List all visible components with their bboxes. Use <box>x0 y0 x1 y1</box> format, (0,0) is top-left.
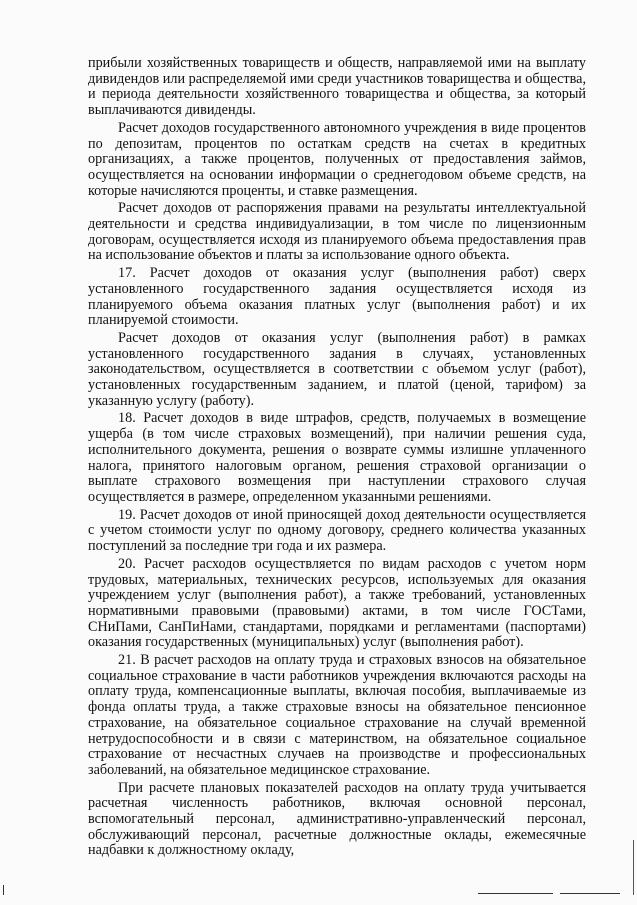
paragraph-17-services: Расчет доходов от оказания услуг (выполнения работ) в рамках установленного государственного задания в случаях, установленных законодательством, осуществляется в соответствии с объемом услуг (работ), установленных государственным заданием, и платой (ценой, тарифом) за указанную услугу (работу). <box>88 329 586 409</box>
paragraph-19: 19. Расчет доходов от иной приносящей доход деятельности осуществляется с учетом стоимости услуг по одному договору, среднего количества указанных поступлений за последние три года и их размера. <box>88 506 586 555</box>
paragraph-20: 20. Расчет расходов осуществляется по видам расходов с учетом норм трудовых, материальных, технических ресурсов, используемых для оказания учреждением услуг (выполнения работ), а также требований, установленных нормативными правовыми (правовыми) актами, в том числе ГОСТами, СНиПами, СанПиНами, стандартами, порядками и регламентами (паспортами) оказания государственных (муниципальных) услуг (выполнения работ). <box>88 555 586 651</box>
paragraph-21: 21. В расчет расходов на оплату труда и страховых взносов на обязательное социальное страхование в части работников учреждения включаются расходы на оплату труда, компенсационные выплаты, включая пособия, выплачиваемые из фонда оплаты труда, а также страховые взносы на обязательное пенсионное страхование, на обязательное социальное страхование на случай временной нетрудоспособности и в связи с материнством, на обязательное социальное страхование от несчастных случаев на производстве и профессиональных заболеваний, на обязательное медицинское страхование. <box>88 652 586 778</box>
paragraph-17: 17. Расчет доходов от оказания услуг (выполнения работ) сверх установленного государственного задания осуществляется исходя из планируемого объема оказания платных услуг (выполнения работ) и их планируемой стоимости. <box>88 265 586 329</box>
paragraph-intellectual-rights: Расчет доходов от распоряжения правами на результаты интеллектуальной деятельности и средства индивидуализации, в том числе по лицензионным договорам, осуществляется исходя из планируемого объема предоставления прав на использование объектов и платы за использование одного объекта. <box>88 200 586 264</box>
scan-edge-right <box>633 840 634 895</box>
scan-mark-left <box>3 885 10 895</box>
paragraph-dividends-end: прибыли хозяйственных товариществ и обществ, направляемой ими на выплату дивидендов или распределяемой ими среди участников товарищества и общества, и периода деятельности хозяйственного товарищества и общества, за который выплачиваются дивиденды. <box>88 55 586 119</box>
document-body <box>88 56 586 861</box>
scan-line-bottom <box>478 893 553 894</box>
paragraph-21-staff: При расчете плановых показателей расходов на оплату труда учитывается расчетная численность работников, включая основной персонал, вспомогательный персонал, административно-управленческий персонал, обслуживающий персонал, расчетные должностные оклады, ежемесячные надбавки к должностному окладу, <box>88 779 586 859</box>
paragraph-autonomous-income: Расчет доходов государственного автономного учреждения в виде процентов по депозитам, процентов по остаткам средств на счетах в кредитных организациях, а также процентов, полученных от предоставления займов, осуществляется на основании информации о среднегодовом объеме средств, на которые начисляются проценты, и ставке размещения. <box>88 119 586 199</box>
scan-line-bottom-right <box>560 893 620 894</box>
paragraph-18: 18. Расчет доходов в виде штрафов, средств, получаемых в возмещение ущерба (в том числе страховых возмещений), при наличии решения суда, исполнительного документа, решения о возврате суммы излишне уплаченного налога, принятого налоговым органом, решения страховой организации о выплате страхового возмещения при наступлении страхового случая осуществляется в размере, определенном указанными решениями. <box>88 410 586 505</box>
